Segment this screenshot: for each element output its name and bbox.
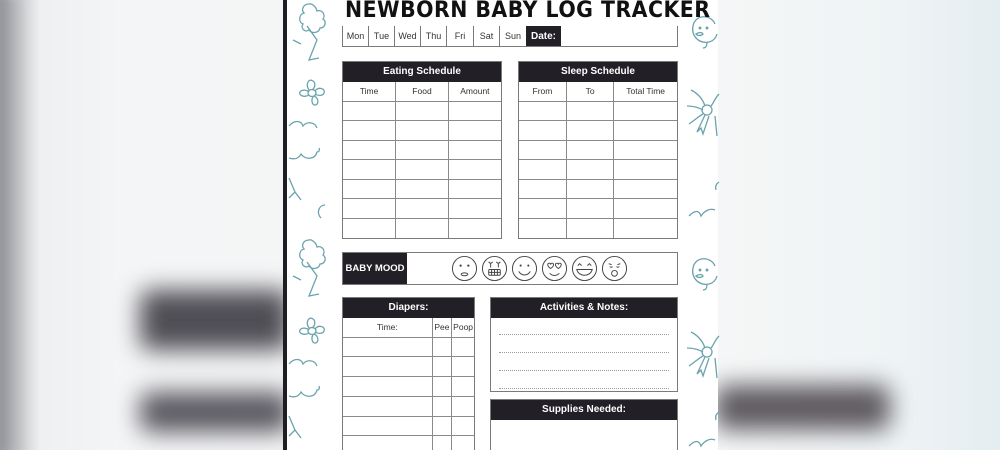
day-selector-bar: [342, 26, 678, 47]
table-cell[interactable]: [614, 199, 677, 219]
column-header-food: Food: [396, 82, 449, 101]
table-cell[interactable]: [432, 416, 452, 436]
log-tracker-page: [283, 0, 718, 450]
table-row: [343, 219, 501, 239]
table-cell[interactable]: [396, 199, 449, 219]
diapers-title: Diapers:: [343, 298, 474, 318]
cloud-doodle-icon: [287, 118, 333, 168]
surprised-face-icon[interactable]: [451, 255, 478, 282]
supplies-needed-box: [490, 399, 678, 450]
table-cell[interactable]: [343, 199, 396, 219]
table-cell[interactable]: [452, 436, 474, 450]
supplies-needed-area[interactable]: [491, 420, 677, 450]
background-blur-shape: [140, 392, 290, 432]
column-header-pee: Pee: [432, 318, 452, 337]
table-cell[interactable]: [519, 199, 566, 219]
table-cell[interactable]: [343, 101, 396, 121]
table-cell[interactable]: [614, 121, 677, 141]
table-row: [343, 396, 474, 416]
table-cell[interactable]: [566, 199, 613, 219]
table-cell[interactable]: [519, 179, 566, 199]
activities-notes-title: Activities & Notes:: [491, 298, 677, 318]
table-row: [343, 357, 474, 377]
background-blur-shape: [715, 385, 890, 430]
table-row: [519, 101, 677, 121]
table-cell[interactable]: [452, 337, 474, 357]
table-cell[interactable]: [343, 377, 432, 397]
flower-doodle-icon: [295, 74, 329, 112]
table-cell[interactable]: [396, 179, 449, 199]
table-cell[interactable]: [343, 416, 432, 436]
table-cell[interactable]: [566, 101, 613, 121]
column-header-amount: Amount: [448, 82, 501, 101]
table-row: [343, 416, 474, 436]
table-cell[interactable]: [448, 199, 501, 219]
table-cell[interactable]: [452, 357, 474, 377]
sleep-schedule-table: [518, 61, 678, 239]
table-row: [343, 140, 501, 160]
background-blur-shape: [140, 290, 290, 350]
table-cell[interactable]: [343, 140, 396, 160]
table-cell[interactable]: [566, 121, 613, 141]
cloud-doodle-icon: [685, 406, 722, 450]
table-cell[interactable]: [432, 377, 452, 397]
day-fri[interactable]: Fri: [447, 26, 474, 46]
table-row: [519, 219, 677, 239]
column-header-poop: Poop: [452, 318, 474, 337]
table-cell[interactable]: [519, 121, 566, 141]
table-cell[interactable]: [614, 219, 677, 239]
notes-lines[interactable]: [491, 324, 677, 389]
table-row: [343, 337, 474, 357]
table-row: [343, 101, 501, 121]
table-cell[interactable]: [566, 179, 613, 199]
table-cell[interactable]: [432, 436, 452, 450]
moon-doodle-icon: [311, 202, 331, 222]
background-blur-edge: [0, 0, 22, 450]
table-cell[interactable]: [396, 121, 449, 141]
star-doodle-icon: [287, 172, 317, 202]
eating-schedule-title: Eating Schedule: [343, 62, 501, 82]
table-row: [343, 121, 501, 141]
table-cell[interactable]: [343, 121, 396, 141]
diapers-table: [342, 297, 475, 450]
table-cell[interactable]: [519, 160, 566, 180]
table-row: [519, 121, 677, 141]
supplies-needed-title: Supplies Needed:: [491, 400, 677, 420]
table-cell[interactable]: [396, 140, 449, 160]
table-cell[interactable]: [519, 219, 566, 239]
table-cell[interactable]: [396, 101, 449, 121]
note-line[interactable]: [499, 353, 669, 371]
day-thu[interactable]: Thu: [421, 26, 447, 46]
eating-schedule-table: [342, 61, 502, 239]
day-sat[interactable]: Sat: [474, 26, 500, 46]
table-row: [519, 199, 677, 219]
table-cell[interactable]: [343, 436, 432, 450]
laughing-face-icon[interactable]: [571, 255, 598, 282]
table-cell[interactable]: [343, 337, 432, 357]
column-header-time: Time:: [343, 318, 432, 337]
chick-doodle-icon: [685, 252, 722, 302]
sleep-schedule-grid: [519, 82, 677, 238]
page-title: NEWBORN BABY LOG TRACKER: [345, 0, 711, 23]
table-cell[interactable]: [448, 121, 501, 141]
table-cell[interactable]: [432, 337, 452, 357]
table-row: [519, 160, 677, 180]
cloud-doodle-icon: [685, 176, 722, 226]
crying-face-icon[interactable]: [481, 255, 508, 282]
column-header-from: From: [519, 82, 566, 101]
baby-mood-row: [342, 252, 678, 285]
table-cell[interactable]: [448, 101, 501, 121]
table-row: [519, 140, 677, 160]
table-cell[interactable]: [566, 160, 613, 180]
table-cell[interactable]: [614, 160, 677, 180]
flower-doodle-icon: [295, 312, 329, 350]
table-cell[interactable]: [343, 179, 396, 199]
table-cell[interactable]: [343, 357, 432, 377]
eating-schedule-grid: [343, 82, 501, 238]
note-line[interactable]: [499, 371, 669, 389]
table-cell[interactable]: [343, 396, 432, 416]
star-doodle-icon: [287, 410, 317, 440]
tree-doodle-icon: [287, 236, 335, 306]
diapers-grid: [343, 318, 474, 450]
date-label: Date:: [526, 26, 561, 46]
table-cell[interactable]: [519, 140, 566, 160]
table-cell[interactable]: [448, 140, 501, 160]
table-cell[interactable]: [396, 219, 449, 239]
day-sun[interactable]: Sun: [504, 31, 521, 41]
day-wed[interactable]: Wed: [395, 26, 421, 46]
yawning-face-icon[interactable]: [601, 255, 628, 282]
day-mon[interactable]: Mon: [343, 26, 369, 46]
table-cell[interactable]: [614, 140, 677, 160]
table-row: [343, 160, 501, 180]
column-header-total-time: Total Time: [614, 82, 677, 101]
table-row: [519, 179, 677, 199]
heart-eyes-face-icon[interactable]: [541, 255, 568, 282]
baby-mood-label: BABY MOOD: [343, 253, 407, 284]
cloud-doodle-icon: [287, 356, 333, 406]
table-row: [343, 179, 501, 199]
note-line[interactable]: [499, 335, 669, 353]
bow-doodle-icon: [685, 322, 722, 382]
table-cell[interactable]: [566, 219, 613, 239]
table-cell[interactable]: [432, 396, 452, 416]
table-cell[interactable]: [452, 416, 474, 436]
table-cell[interactable]: [614, 101, 677, 121]
table-cell[interactable]: [566, 140, 613, 160]
table-cell[interactable]: [343, 219, 396, 239]
table-cell[interactable]: [396, 160, 449, 180]
table-row: [343, 199, 501, 219]
table-cell[interactable]: [343, 160, 396, 180]
table-cell[interactable]: [448, 219, 501, 239]
table-cell[interactable]: [432, 357, 452, 377]
mood-face-options: [451, 253, 628, 284]
sleep-schedule-title: Sleep Schedule: [519, 62, 677, 82]
smiling-face-icon[interactable]: [511, 255, 538, 282]
bow-doodle-icon: [685, 80, 722, 140]
date-field[interactable]: [561, 26, 677, 46]
table-row: [343, 436, 474, 450]
table-cell[interactable]: [452, 396, 474, 416]
day-tue[interactable]: Tue: [369, 26, 395, 46]
table-cell[interactable]: [614, 179, 677, 199]
table-row: [343, 377, 474, 397]
note-line[interactable]: [499, 324, 669, 335]
table-cell[interactable]: [519, 101, 566, 121]
activities-notes-box: [490, 297, 678, 392]
tree-doodle-icon: [287, 0, 335, 70]
table-cell[interactable]: [448, 179, 501, 199]
column-header-time: Time: [343, 82, 396, 101]
column-header-to: To: [566, 82, 613, 101]
table-cell[interactable]: [448, 160, 501, 180]
table-cell[interactable]: [452, 377, 474, 397]
